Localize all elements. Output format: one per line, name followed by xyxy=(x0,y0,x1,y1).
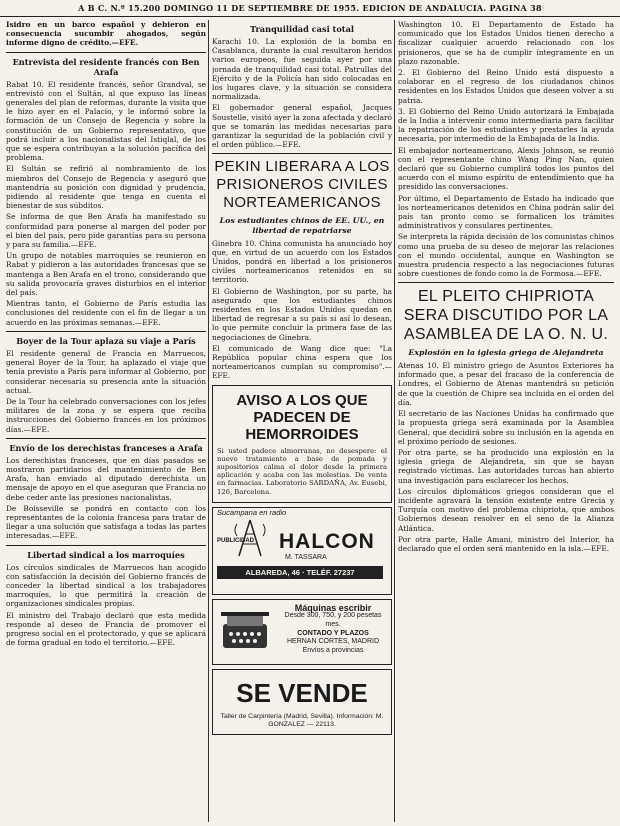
article-paragraph: Los círculos sindicales de Marruecos han acogido con satisfacción la decisión del Gobierno francés de conceder la libertad sindical a los trabajadores marroquíes, lo que permitirá la creación de organizaciones sindicales propias. xyxy=(6,562,206,609)
page-header: A B C. N.º 15.200 DOMINGO 11 DE SEPTIEMBRE DE 1955. EDICION DE ANDALUCIA. PAGINA 38 xyxy=(0,0,620,17)
headline-pekin: PEKIN LIBERARA A LOS PRISIONEROS CIVILES NORTEAMERICANOS xyxy=(214,158,390,212)
article-paragraph: 2. El Gobierno del Reino Unido está dispuesto a colaborar en el regreso de los ciudadanos chinos residentes en los Estados Unidos que deseen volver a su patria. xyxy=(398,68,614,105)
article-paragraph: Por otra parte, se ha producido una explosión en la iglesia griega de Alejandreta, sin que se hayan registrado víctimas. Las autoridades turcas han abierto una investigación para esclarecer los hechos. xyxy=(398,447,614,485)
divider xyxy=(6,438,206,439)
column-left xyxy=(6,20,206,822)
article-paragraph: Un grupo de notables marroquíes se reunieron en Rabat y pidieron a las autoridades francesas que se mantenga a Ben Arafa en el trono, considerando que su salida provocaría graves disturbios en el interior del país. xyxy=(6,251,206,298)
article-paragraph: Rabat 10. El residente francés, señor Grandval, se entrevistó con el Sultán, al que expuso las líneas generales del plan de reformas, durante la visita que le hizo ayer en el Palacio, y le informó sobre la formación de un Consejo de Regencia y sobre la constitución de un Gobierno representativo, que podrá incluir a los nacionalistas del Istiqlal, de los que se espera contribuyan a la solución pacífica del problema. xyxy=(6,79,206,163)
column-right xyxy=(398,20,614,822)
divider xyxy=(6,331,206,332)
article-paragraph: El residente general de Francia en Marruecos, general Boyer de la Tour, ha aplazado el viaje que tenía previsto a París para informar al Gobierno, por considerar necesaria su presencia ante la situación actual. xyxy=(6,348,206,395)
article-paragraph: El gobernador general español, Jacques Soustelle, visitó ayer la zona afectada y declaró que se tomarán las medidas necesarias para garantizar la seguridad de la población civil y el orden público.—EFE. xyxy=(212,103,392,150)
ad-line: HERNAN CORTES, MADRID xyxy=(286,638,380,646)
headline-chipre: EL PLEITO CHIPRIOTA SERA DISCUTIDO POR LA ASAMBLEA DE LA O. N. U. xyxy=(403,288,609,344)
ad-line: Envíos a provincias xyxy=(302,646,364,654)
ad-title: SE VENDE xyxy=(236,677,368,708)
article-paragraph: El Sultán se refirió al nombramiento de los miembros del Consejo de Regencia y aseguró que mantendría su posición con dignidad y prudencia, pidiendo al residente que tenga en cuenta el bienestar de sus súbditos. xyxy=(6,164,206,211)
article-paragraph: Karachi 10. La explosión de la bomba en Casablanca, durante la cual resultaron heridos varios europeos, fue seguida ayer por una jornada de tranquilidad casi total. Patrullas del Ejército y de la Policía han sido colocadas en los lugares clave, y la situación se considera normalizada. xyxy=(212,37,392,102)
divider xyxy=(6,52,206,53)
article-paragraph: El Gobierno de Washington, por su parte, ha asegurado que los estudiantes chinos residentes en los Estados Unidos quedan en libertad de regresar a su país si así lo desean, lo que permite concluir la primera fase de las negociaciones de Ginebra. xyxy=(212,286,392,342)
ad-maquinas xyxy=(212,599,392,665)
article-title: Entrevista del residente francés con Ben Arafa xyxy=(12,56,200,77)
article-paragraph: Los derechistas franceses, que en días pasados se mostraron partidarios del mantenimiento de Ben Arafa, han enviado al diputado derechista un mensaje de apoyo en el que aseguran que Francia no debe ceder ante las presiones nacionalistas. xyxy=(6,455,206,502)
ad-halcon xyxy=(212,507,392,595)
ad-sub: M. TASSARA xyxy=(285,553,327,561)
ad-line: Desde 300, 750, y 200 pesetas mes. xyxy=(284,612,382,629)
article-paragraph: El secretario de las Naciones Unidas ha confirmado que la propuesta griega será examinada por la Asamblea General, que decidirá sobre su inclusión en la agenda en el próximo período de sesiones. xyxy=(398,409,614,446)
ad-title: AVISO A LOS QUE PADECEN DE HEMORROIDES xyxy=(236,391,368,443)
article-title: Tranquilidad casi total xyxy=(250,24,354,34)
article-paragraph: Por último, el Departamento de Estado ha indicado que los norteamericanos detenidos en China podrán salir del país tan pronto como se formalicen los trámites administrativos y consulares pertinentes. xyxy=(398,193,614,231)
column-middle xyxy=(212,20,392,822)
article-paragraph: Los círculos diplomáticos griegos consideran que el incidente agravará la tensión existente entre Grecia y Turquía con motivo del problema chipriota, que ambos Gobiernos desean resolver en el seno de la Alianza Atlántica. xyxy=(398,486,614,533)
article-paragraph: Se interpreta la rápida decisión de los comunistas chinos como una prueba de su deseo de mejorar las relaciones con el mundo occidental, aunque en Washington se muestra prudencia respecto a las negociaciones futuras sobre cuestiones de fondo como la de Formosa.—EFE. xyxy=(398,232,614,279)
article-paragraph: El comunicado de Wang dice que: "La República popular china espera que los norteamericanos cumplan su compromiso".—EFE. xyxy=(212,343,392,381)
article-subtitle: Los estudiantes chinos de EE. UU., en libertad de repatriarse xyxy=(219,216,385,236)
article-paragraph: Washington 10. El Departamento de Estado ha comunicado que los Estados Unidos tienen derecho a fiscalizar cualquier acuerdo relacionado con los prisioneros, que se ha de cumplir íntegramente en un plazo razonable. xyxy=(398,20,614,66)
ad-text: Taller de Carpintería (Madrid, Sevilla). Información: M. GONZALEZ — 22113. xyxy=(220,712,384,729)
article-paragraph: El embajador norteamericano, Alexis Johnson, se reunió con el representante chino Wang Ping Nan, quien declaró que su Gobierno cumplirá todos los puntos del acuerdo con el mismo espíritu de entendimiento que ha presidido las conversaciones. xyxy=(398,145,614,192)
ad-address: ALBAREDA, 46 · TELÉF. 27237 xyxy=(217,566,383,579)
ad-name: HALCON xyxy=(279,529,375,553)
ad-se-vende xyxy=(212,669,392,735)
article-paragraph: De la Tour ha celebrado conversaciones con los jefes militares de la zona y se espera que reciba instrucciones del Gobierno francés en los próximos días.—EFE. xyxy=(6,396,206,434)
ad-text xyxy=(279,604,387,660)
ad-title: Máquinas escribir xyxy=(294,602,372,613)
article-subtitle: Explosión en la iglesia griega de Alejandreta xyxy=(408,348,604,358)
divider xyxy=(212,153,392,154)
divider xyxy=(6,545,206,546)
ad-hemorroides xyxy=(212,385,392,503)
column-rule xyxy=(208,20,209,822)
article-title: Envío de los derechistas franceses a Arafa xyxy=(9,442,203,453)
article-paragraph: Ginebra 10. China comunista ha anunciado hoy que, en virtud de un acuerdo con los Estados Unidos, pondrá en libertad a los prisioneros civiles norteamericanos retenidos en su territorio. xyxy=(212,238,392,285)
article-title: Libertad sindical a los marroquíes xyxy=(27,549,185,560)
article-title: Boyer de la Tour aplaza su viaje a París xyxy=(16,335,196,346)
ad-text: Si usted padece almorranas, no desespere: el nuevo tratamiento a base de pomada y supositorios calma el dolor desde la primera aplicación y acaba con las molestias. De venta en farmacias. Laboratorio SARDAÑA, Av. Eusebi, 126, Barcelona. xyxy=(217,446,387,496)
article-paragraph: 3. El Gobierno del Reino Unido autorizará la Embajada de la India a intervenir como intermediaria para facilitar la repatriación de los estudiantes y prestarles la ayuda necesaria, por intermedio de la Embajada de la India. xyxy=(398,106,614,144)
column-rule xyxy=(394,20,395,822)
article-paragraph: Atenas 10. El ministro griego de Asuntos Exteriores ha informado que, a pesar del fracaso de la conferencia de Londres, el Gobierno de Atenas mantendrá su petición de que la cuestión de Chipre sea incluida en el orden del día. xyxy=(398,361,614,407)
article-paragraph: Se informa de que Ben Arafa ha manifestado su conformidad para ponerse al margen del poder por el bien del país, pero pide garantías para su persona y para su familia.—EFE. xyxy=(6,212,206,250)
article-paragraph: El ministro del Trabajo declaró que esta medida responde al deseo de Francia de promover el progreso social en el protectorado, y que se aplicará de forma gradual en todo el territorio.—EFE. xyxy=(6,610,206,648)
typewriter-icon xyxy=(217,604,273,660)
ad-brand: Sucampana en radio xyxy=(217,507,287,517)
ad-publicity: PUBLICIDAD xyxy=(217,537,254,544)
article-paragraph: Mientras tanto, el Gobierno de París estudia las conclusiones del residente con el fin de llegar a un acuerdo en las próximas semanas.—EFE. xyxy=(6,299,206,327)
article-paragraph: Por otra parte, Halle Amani, ministro del Interior, ha declarado que el orden será mantenido en la isla.—EFE. xyxy=(398,534,614,553)
lead-paragraph: Isidro en un barco español y debieron en consecuencia sucumbir ahogados, según informe digno de crédito.—EFE. xyxy=(6,20,206,48)
divider xyxy=(398,282,614,283)
article-paragraph: De Boisseville se pondrá en contacto con los representantes de la colonia francesa para tratar de llegar a una solución que satisfaga a todas las partes interesadas.—EFE. xyxy=(6,503,206,541)
ad-line: CONTADO Y PLAZOS xyxy=(297,629,369,637)
